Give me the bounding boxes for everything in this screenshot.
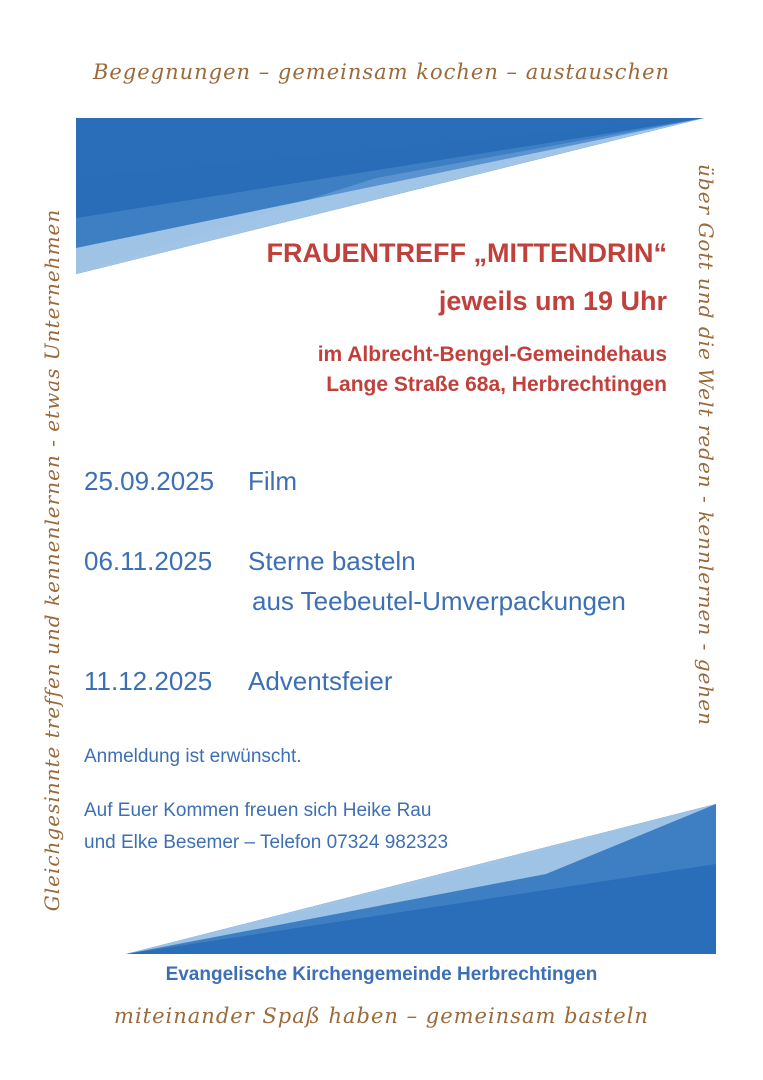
venue-address: Lange Straße 68a, Herbrechtingen — [326, 373, 667, 396]
top-motto: Begegnungen – gemeinsam kochen – austauschen — [92, 60, 671, 84]
event-title: Film — [248, 466, 298, 496]
registration-note: Anmeldung ist erwünscht. — [84, 746, 302, 767]
event-title: Adventsfeier — [248, 666, 393, 696]
event-date: 11.12.2025 — [84, 666, 213, 696]
event-time: jeweils um 19 Uhr — [438, 286, 667, 316]
event-series-title: FRAUENTREFF „MITTENDRIN“ — [266, 238, 667, 268]
right-motto: über Gott und die Welt reden - kennlernen - gehen — [694, 164, 718, 726]
event-title: Sterne basteln — [248, 546, 416, 576]
bottom-blue-banner — [126, 804, 716, 954]
event-date: 06.11.2025 — [84, 546, 213, 576]
bottom-motto: miteinander Spaß haben – gemeinsam basteln — [114, 1004, 649, 1028]
event-date: 25.09.2025 — [84, 466, 215, 496]
event-title-continuation: aus Teebeutel-Umverpackungen — [252, 586, 626, 616]
venue-name: im Albrecht-Bengel-Gemeindehaus — [317, 343, 667, 366]
organization-name: Evangelische Kirchengemeinde Herbrechtingen — [165, 964, 598, 985]
hosts-contact-line: und Elke Besemer – Telefon 07324 982323 — [84, 832, 449, 853]
hosts-line: Auf Euer Kommen freuen sich Heike Rau — [84, 800, 432, 821]
left-motto: Gleichgesinnte treffen und kennenlernen - etwas Unternehmen — [40, 208, 64, 912]
